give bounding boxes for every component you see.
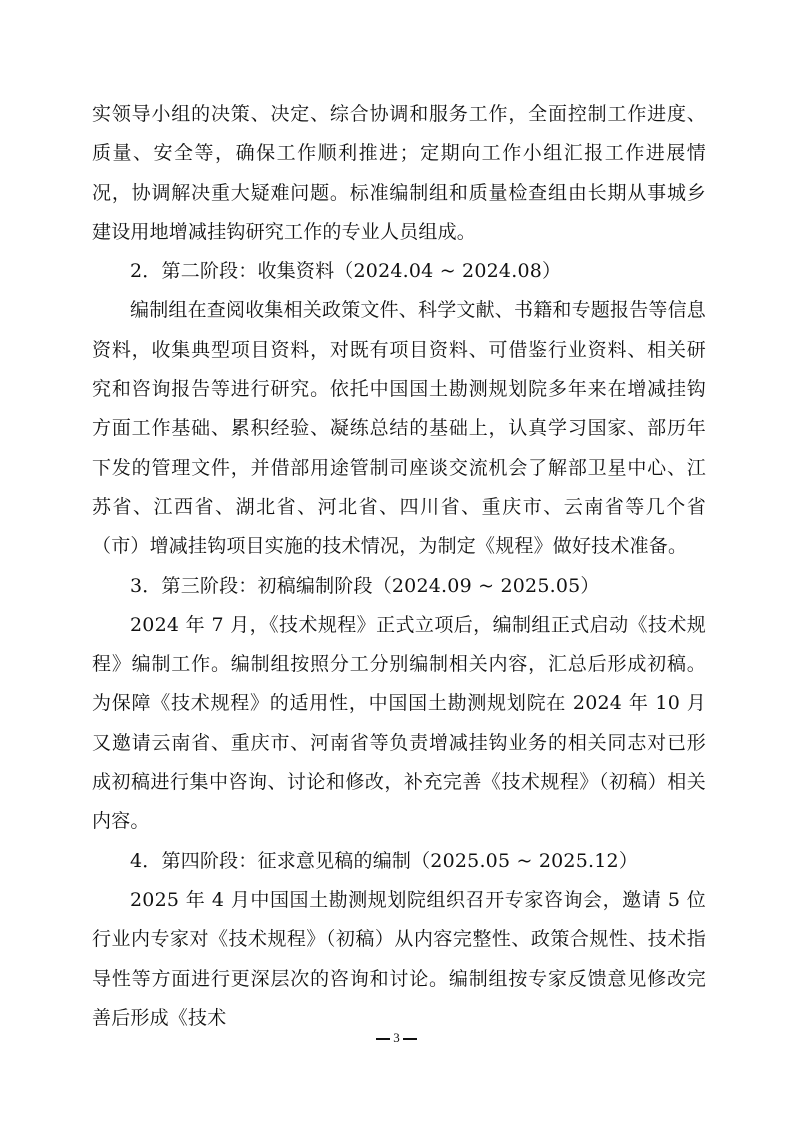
page-footer (0, 1030, 793, 1046)
paragraph-stage-4: 2025 年 4 月中国国土勘测规划院组织召开专家咨询会，邀请 5 位行业内专家对《技术规程》（初稿）从内容完整性、政策合规性、技术指导性等方面进行更深层次的咨询和讨论。编制组按专家反馈意见修改完善后形成《技术 (92, 888, 706, 1029)
footer-dash-right (403, 1038, 417, 1040)
section-heading-stage-2: 2．第二阶段：收集资料（2024.04 ~ 2024.08） (130, 260, 562, 283)
paragraph-stage-2: 编制组在查阅收集相关政策文件、科学文献、书籍和专题报告等信息资料，收集典型项目资料，对既有项目资料、可借鉴行业资料、相关研究和咨询报告等进行研究。依托中国国土勘测规划院多年来在增减挂钩方面工作基础、累积经验、凝练总结的基础上，认真学习国家、部历年下发的管理文件，并借部用途管制司座谈交流机会了解部卫星中心、江苏省、江西省、湖北省、河北省、四川省、重庆市、云南省等几个省（市）增减挂钩项目实施的技术情况，为制定《规程》做好技术准备。 (92, 299, 707, 558)
section-heading-stage-3: 3．第三阶段：初稿编制阶段（2024.09 ~ 2025.05） (130, 574, 600, 597)
paragraph-stage-3: 2024 年 7 月，《技术规程》正式立项后，编制组正式启动《技术规程》编制工作。编制组按照分工分别编制相关内容，汇总后形成初稿。为保障《技术规程》的适用性，中国国土勘测规划院在 2024 年 10 月又邀请云南省、重庆市、河南省等负责增减挂钩业务的相关同志对已形成初稿进行集中咨询、讨论和修改，补充完善《技术规程》（初稿）相关内容。 (92, 613, 706, 833)
footer-dash-left (376, 1038, 390, 1040)
section-heading-stage-4: 4．第四阶段：征求意见稿的编制（2025.05 ~ 2025.12） (130, 849, 639, 872)
document-body (92, 95, 706, 1038)
page-number: 3 (393, 1030, 400, 1045)
paragraph-continuation: 实领导小组的决策、决定、综合协调和服务工作，全面控制工作进度、质量、安全等，确保工作顺利推进；定期向工作小组汇报工作进展情况，协调解决重大疑难问题。标准编制组和质量检查组由长期从事城乡建设用地增减挂钩研究工作的专业人员组成。 (92, 103, 706, 243)
